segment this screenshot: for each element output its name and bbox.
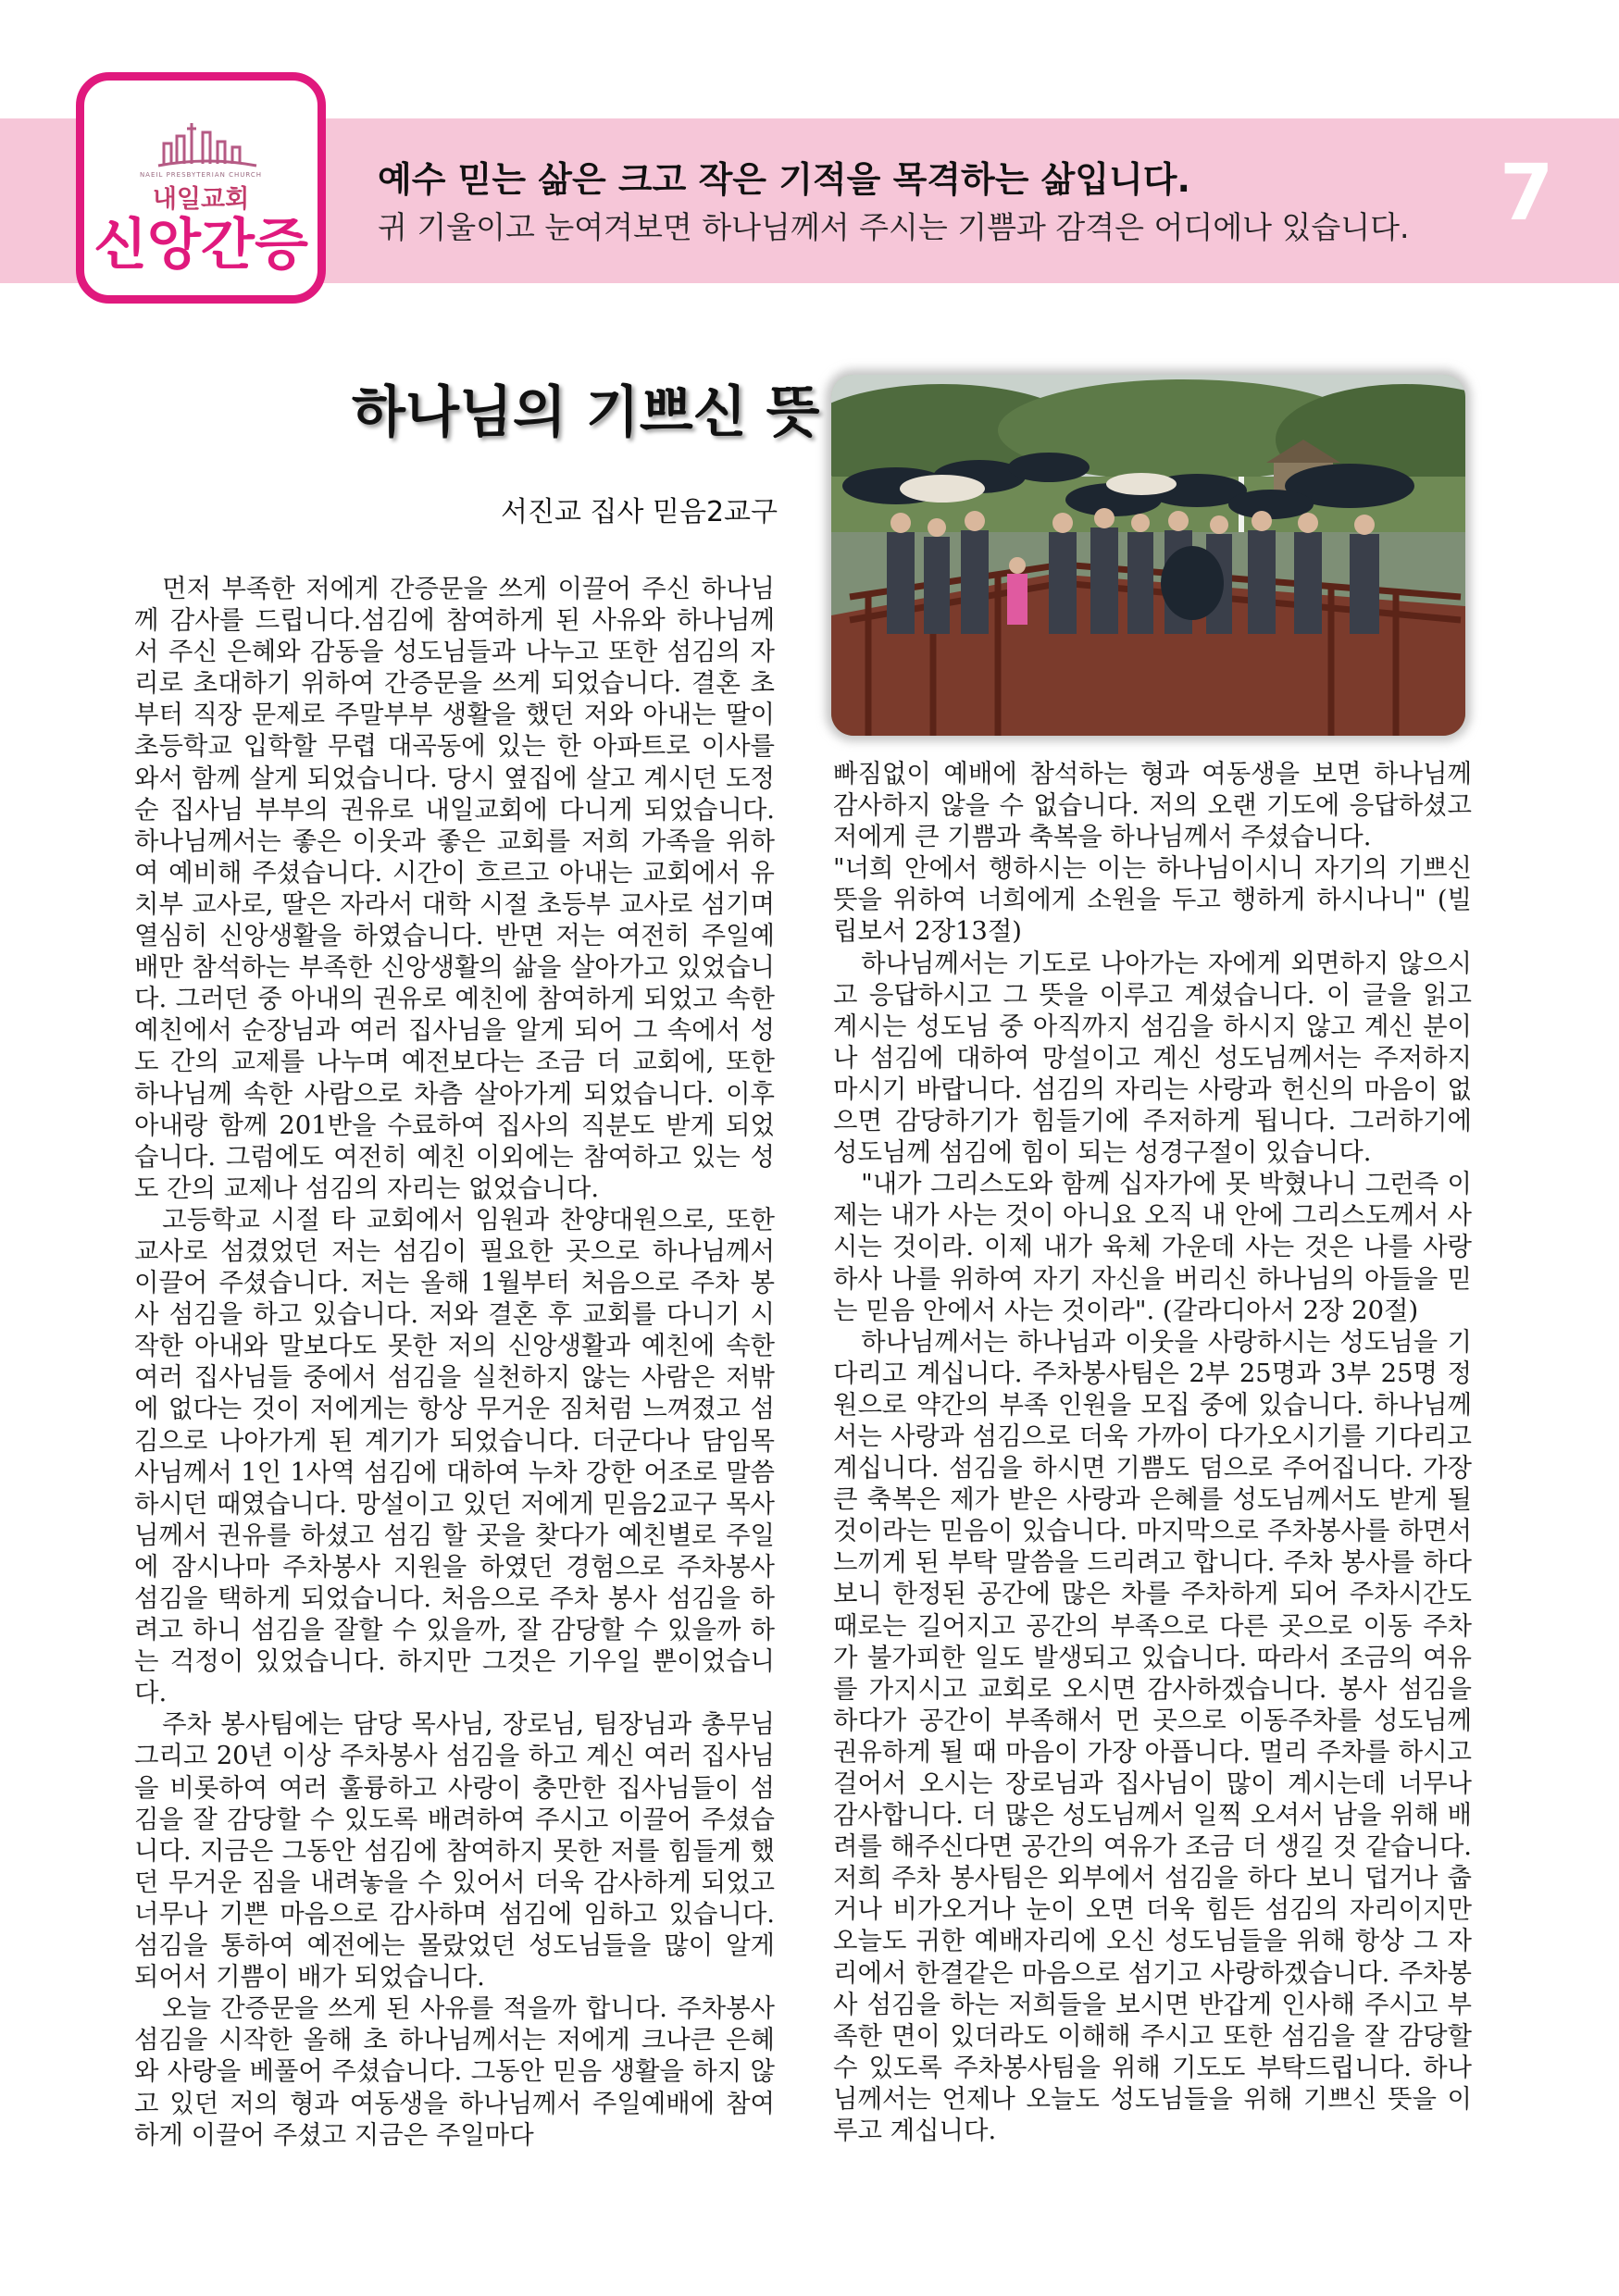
- article-column-left: [134, 574, 775, 2152]
- church-skyline-icon: [156, 116, 258, 171]
- tagline-title: 예수 믿는 삶은 크고 작은 기적을 목격하는 삶입니다.: [378, 159, 1190, 200]
- paragraph: 오늘 간증문을 쓰게 된 사유를 적을까 합니다. 주차봉사 섬김을 시작한 올해 초 하나님께서는 저에게 크나큰 은혜와 사랑을 베풀어 주셨습니다. 그동안 믿음 생활을 하지 않고 있던 저의 형과 여동생을 하나님께서 주일예배에 참여하게 이끌어 주셨고 지금은 주일마다: [134, 1994, 775, 2150]
- paragraph: 주차 봉사팀에는 담당 목사님, 장로님, 팀장님과 총무님 그리고 20년 이상 주차봉사 섬김을 하고 계신 여러 집사님을 비롯하여 여러 훌륭하고 사랑이 충만한 집사님들이 섬김을 잘 감당할 수 있도록 배려하여 주시고 이끌어 주셨습니다. 지금은 그동안 섬김에 참여하지 못한 저를 힘들게 했던 무거운 짐을 내려놓을 수 있어서 더욱 감사하게 되었고 너무나 기쁜 마음으로 감사하며 섬김에 임하고 있습니다. 섬김을 통하여 예전에는 몰랐었던 성도님들을 많이 알게 되어서 기쁨이 배가 되었습니다.: [134, 1710, 775, 1992]
- paragraph: 하나님께서는 기도로 나아가는 자에게 외면하지 않으시고 응답하시고 그 뜻을 이루고 계셨습니다. 이 글을 읽고 계시는 성도님 중 아직까지 섬김을 하시지 않고 계신 분이나 섬김에 대하여 망설이고 계신 성도님께서는 주저하지 마시기 바랍니다. 섬김의 자리는 사랑과 헌신의 마음이 없으면 감당하기가 힘들기에 주저하게 됩니다. 그러하기에 성도님께 섬김에 힘이 되는 성경구절이 있습니다.: [833, 949, 1472, 1168]
- paragraph: 하나님께서는 하나님과 이웃을 사랑하시는 성도님을 기다리고 계십니다. 주차봉사팀은 2부 25명과 3부 25명 정원으로 약간의 부족 인원을 모집 중에 있습니다. 하나님께서는 사랑과 섬김으로 더욱 가까이 다가오시기를 기다리고 계십니다. 섬김을 하시면 기쁨도 덤으로 주어집니다. 가장 큰 축복은 제가 받은 사랑과 은혜를 성도님께서도 받게 될 것이라는 믿음이 있습니다. 마지막으로 주차봉사를 하면서 느끼게 된 부탁 말씀을 드리려고 합니다. 주차 봉사를 하다 보니 한정된 공간에 많은 차를 주차하게 되어 주차시간도 때로는 길어지고 공간의 부족으로 다른 곳으로 이동 주차가 불가피한 일도 발생되고 있습니다. 따라서 조금의 여유를 가지시고 교회로 오시면 감사하겠습니다. 봉사 섬김을 하다가 공간이 부족해서 먼 곳으로 이동주차를 성도님께 권유하게 될 때 마음이 가장 아픕니다. 멀리 주차를 하시고 걸어서 오시는 장로님과 집사님이 많이 계시는데 너무나 감사합니다. 더 많은 성도님께서 일찍 오셔서 남을 위해 배려를 해주신다면 공간의 여유가 조금 더 생길 것 같습니다. 저희 주차 봉사팀은 외부에서 섬김을 하다 보니 덥거나 춥거나 비가오거나 눈이 오면 더욱 힘든 섬김의 자리이지만 오늘도 귀한 예배자리에 오신 성도님들을 위해 항상 그 자리에서 한결같은 마음으로 섬기고 사랑하겠습니다. 주차봉사 섬김을 하는 저희들을 보시면 반갑게 인사해 주시고 부족한 면이 있더라도 이해해 주시고 또한 섬김을 잘 감당할 수 있도록 주차봉사팀을 위해 기도도 부탁드립니다. 하나님께서는 언제나 오늘도 성도님들을 위해 기쁘신 뜻을 이루고 계십니다.: [833, 1327, 1472, 2146]
- scripture-quote: "내가 그리스도와 함께 십자가에 못 박혔나니 그런즉 이제는 내가 사는 것이 아니요 오직 내 안에 그리스도께서 사시는 것이라. 이제 내가 육체 가운데 사는 것은 나를 사랑하사 나를 위하여 자기 자신을 버리신 하나님의 아들을 믿는 믿음 안에서 사는 것이라". (갈라디아서 2장 20절): [833, 1170, 1472, 1325]
- article-column-right: [833, 759, 1472, 2147]
- group-photo: [831, 375, 1465, 736]
- paragraph: 고등학교 시절 타 교회에서 임원과 찬양대원으로, 또한 교사로 섬겼었던 저는 섬김이 필요한 곳으로 하나님께서 이끌어 주셨습니다. 저는 올해 1월부터 처음으로 주차 봉사 섬김을 하고 있습니다. 저와 결혼 후 교회를 다니기 시작한 아내와 말보다도 못한 저의 신앙생활과 예친에 속한 여러 집사님들 중에서 섬김을 실천하지 않는 사람은 저밖에 없다는 것이 저에게는 항상 무거운 짐처럼 느껴졌고 섬김으로 나아가게 된 계기가 되었습니다. 더군다나 담임목사님께서 1인 1사역 섬김에 대하여 누차 강한 어조로 말씀하시던 때였습니다. 망설이고 있던 저에게 믿음2교구 목사님께서 권유를 하셨고 섬김 할 곳을 찾다가 예친별로 주일에 잠시나마 주차봉사 지원을 하였던 경험으로 주차봉사 섬김을 택하게 되었습니다. 처음으로 주차 봉사 섬김을 하려고 하니 섬김을 잘할 수 있을까, 잘 감당할 수 있을까 하는 걱정이 있었습니다. 하지만 그것은 기우일 뿐이었습니다.: [134, 1205, 775, 1708]
- article-byline: 서진교 집사 믿음2교구: [501, 496, 778, 528]
- section-title: 신앙간증: [93, 213, 308, 278]
- page-number: 7: [1500, 147, 1554, 238]
- paragraph: 빠짐없이 예배에 참석하는 형과 여동생을 보면 하나님께 감사하지 않을 수 없습니다. 저의 오랜 기도에 응답하셨고 저에게 큰 기쁨과 축복을 하나님께서 주셨습니다.: [833, 760, 1472, 852]
- logo-subtitle: NAEIL PRESBYTERIAN CHURCH: [139, 171, 263, 179]
- logo-church-name: 내일교회: [152, 185, 250, 214]
- paragraph: 먼저 부족한 저에게 간증문을 쓰게 이끌어 주신 하나님께 감사를 드립니다.섬김에 참여하게 된 사유와 하나님께서 주신 은혜와 감동을 성도님들과 나누고 또한 섬김의 자리로 초대하기 위하여 간증문을 쓰게 되었습니다. 결혼 초부터 직장 문제로 주말부부 생활을 했던 저와 아내는 딸이 초등학교 입학할 무렵 대곡동에 있는 한 아파트로 이사를 와서 함께 살게 되었습니다. 당시 옆집에 살고 계시던 도정순 집사님 부부의 권유로 내일교회에 다니게 되었습니다. 하나님께서는 좋은 이웃과 좋은 교회를 저희 가족을 위하여 예비해 주셨습니다. 시간이 흐르고 아내는 교회에서 유치부 교사로, 딸은 자라서 대학 시절 초등부 교사로 섬기며 열심히 신앙생활을 하였습니다. 반면 저는 여전히 주일예배만 참석하는 부족한 신앙생활의 삶을 살아가고 있었습니다. 그러던 중 아내의 권유로 예친에 참여하게 되었고 속한 예친에서 순장님과 여러 집사님을 알게 되어 그 속에서 성도 간의 교제를 나누며 예전보다는 조금 더 교회에, 또한 하나님께 속한 사람으로 차츰 살아가게 되었습니다. 이후 아내랑 함께 201반을 수료하여 집사의 직분도 받게 되었습니다. 그럼에도 여전히 예친 이외에는 참여하고 있는 성도 간의 교제나 섬김의 자리는 없었습니다.: [134, 575, 776, 1203]
- article-title: 하나님의 기쁘신 뜻: [352, 380, 820, 445]
- church-logo-box: [76, 72, 326, 304]
- scripture-quote: "너희 안에서 행하시는 이는 하나님이시니 자기의 기쁘신 뜻을 위하여 너희에게 소원을 두고 행하게 하시나니" (빌립보서 2장13절): [833, 854, 1472, 947]
- tagline-subtitle: 귀 기울이고 눈여겨보면 하나님께서 주시는 기쁨과 감격은 어디에나 있습니다.: [378, 209, 1410, 245]
